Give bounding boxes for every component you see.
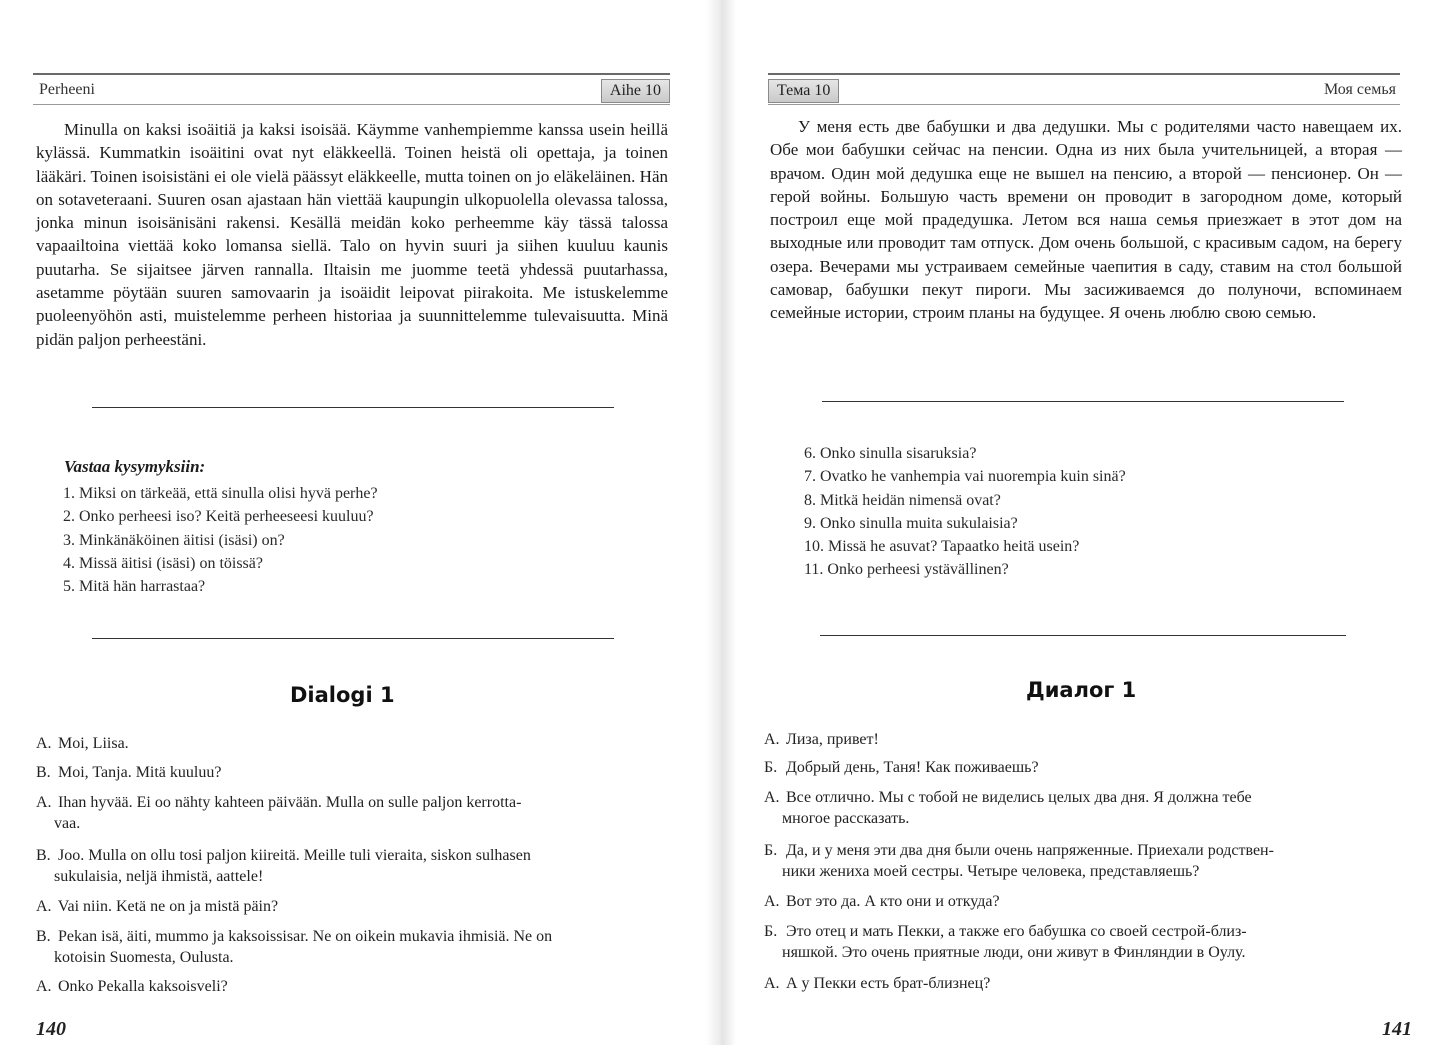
header-rule [33,73,670,75]
right-page [730,0,1442,1045]
list-item: 10. Missä he asuvat? Tapaatko heitä usein? [804,538,1080,556]
list-item: 3. Minkänäköinen äitisi (isäsi) on? [63,531,285,549]
page-number: 141 [1382,1018,1412,1040]
dialog-speaker: А. [764,893,780,910]
dialog-line [36,926,666,968]
dialog-line [764,973,1404,994]
list-item: 5. Mitä hän harrastaa? [63,578,206,596]
dialog-text: Да, и у меня эти два дня были очень напряженные. Приехали родствен- [786,842,1274,859]
dialog-speaker: A. [36,898,52,915]
left-topic-tag: Aihe 10 [601,79,670,103]
list-item: 8. Mitkä heidän nimensä ovat? [804,491,1001,509]
dialog-line [36,733,666,754]
dialog-speaker: Б. [764,842,778,859]
dialog-speaker: А. [764,789,780,806]
left-page [0,0,712,1045]
dialog-text: Это отец и мать Пекки, а также его бабушка со своей сестрой-близ- [786,923,1247,940]
dialog-line [36,845,666,887]
dialog-text-continued: sukulaisia, neljä ihmistä, aattele! [54,868,264,885]
dialog-text-continued: многое рассказать. [782,810,910,827]
dialog-line [36,762,666,783]
dialog-text: Добрый день, Таня! Как поживаешь? [786,759,1039,776]
left-main-paragraph: Minulla on kaksi isoäitiä ja kaksi isoisää. Käymme vanhempiemme kanssa usein heillä kylässä. Kummatkin isoäitini ovat nyt eläkkeellä. Toinen heistä oli opettaja, ja toinen lääkäri. Toinen isoisistäni ei ole vielä päässyt eläkkeelle, mutta toinen on jo eläkeläinen. Hän on sotaveteraani. Suuren osan ajastaan hän viettää kaupungin ulkopuolella olevassa talossa, jonka minun isoisänisäni rakensi. Kesällä meidän koko perheemme käy tässä talossa vapaailtoina viettää koko lomansa siellä. Talo on hyvin suuri ja siihen kuuluu kaunis puutarha. Se sijaitsee järven rannalla. Iltaisin me juomme teetä yhdessä puutarhassa, asetamme pöytään suuren samovaarin ja isoäidit leipovat piirakoita. Me istuskelemme puoleenyöhön asti, muistelemme perheen historiaa ja suunnittelemme tulevaisuutta. Minä pidän paljon perheestäni. [36,120,668,349]
dialog-line [36,976,666,997]
list-item: 7. Ovatko he vanhempia vai nuorempia kuin sinä? [804,468,1126,486]
right-topic-tag: Тема 10 [768,79,839,103]
dialog-text: Moi, Liisa. [58,735,129,752]
questions-title: Vastaa kysymyksiin: [64,457,206,476]
header-rule [768,73,1400,75]
dialog-text: А у Пекки есть брат-близнец? [786,975,991,992]
dialog-speaker: А. [764,975,780,992]
right-questions-list [804,442,1126,582]
dialog-speaker: B. [36,928,51,945]
dialog-text: Лиза, привет! [786,731,879,748]
dialog-speaker: A. [36,794,52,811]
dialog-speaker: A. [36,735,52,752]
separator-line [92,407,614,408]
list-item: 6. Onko sinulla sisaruksia? [804,445,977,462]
dialog-speaker: B. [36,847,51,864]
dialog-line [36,896,666,917]
header-rule-bottom [768,104,1400,105]
list-item: 4. Missä äitisi (isäsi) on töissä? [63,554,263,572]
dialog-speaker: Б. [764,759,778,776]
left-questions-list [63,482,378,598]
dialog-text: Вот это да. А кто они и откуда? [786,893,1000,910]
header-rule-bottom [33,104,670,105]
dialog-line [764,921,1404,963]
dialog-text: Onko Pekalla kaksoisveli? [58,978,228,995]
dialog-text-continued: vaa. [54,815,81,832]
list-item: 1. Miksi on tärkeää, että sinulla olisi hyvä perhe? [63,485,378,502]
dialog-speaker: B. [36,764,51,781]
right-dialog-title: Диалог 1 [1026,678,1137,702]
list-item: 9. Onko sinulla muita sukulaisia? [804,514,1018,532]
right-header-title: Моя семья [1323,81,1396,98]
dialog-line [764,840,1404,882]
left-header-title: Perheeni [39,81,95,98]
left-page-header [33,73,670,109]
dialog-text: Moi, Tanja. Mitä kuuluu? [58,764,222,781]
dialog-speaker: А. [764,731,780,748]
dialog-line [764,891,1404,912]
separator-line [822,401,1344,402]
left-dialog-title: Dialogi 1 [290,683,395,707]
right-main-paragraph: У меня есть две бабушки и два дедушки. Мы с родителями часто навещаем их. Обе мои бабушки сейчас на пенсии. Одна из них была учительницей, а вторая — врачом. Один мой дедушка еще не вышел на пенсию, а второй — пенсионер. Он — герой войны. Большую часть времени он проводит в загородном доме, который построил еще мой прадедушка. Летом вся наша семья приезжает в этот дом на выходные или проводит там отпуск. Дом очень большой, с красивым садом, на берегу озера. Вечерами мы устраиваем семейные чаепития в саду, ставим на стол большой самовар, бабушки пекут пироги. Мы засиживаемся до полуночи, вспоминаем семейные истории, строим планы на будущее. Я очень люблю свою семью. [770,117,1402,323]
dialog-text: Vai niin. Ketä ne on ja mistä päin? [57,898,279,915]
separator-line [820,635,1346,636]
dialog-line [36,792,666,834]
dialog-text: Все отлично. Мы с тобой не виделись целых два дня. Я должна тебе [786,789,1252,806]
right-page-header [768,73,1400,109]
dialog-text-continued: няшкой. Это очень приятные люди, они живут в Финляндии в Оулу. [782,944,1246,961]
dialog-speaker: A. [36,978,52,995]
dialog-text-continued: kotoisin Suomesta, Oulusta. [54,949,234,966]
page-number: 140 [36,1018,66,1040]
dialog-text: Pekan isä, äiti, mummo ja kaksoissisar. Ne on oikein mukavia ihmisiä. Ne on [58,928,553,945]
list-item: 11. Onko perheesi ystävällinen? [804,561,1009,579]
dialog-text: Joo. Mulla on ollu tosi paljon kiireitä. Meille tuli vieraita, siskon sulhasen [58,847,531,864]
dialog-speaker: Б. [764,923,778,940]
dialog-text-continued: ники жениха моей сестры. Четыре человека, представляешь? [782,863,1200,880]
list-item: 2. Onko perheesi iso? Keitä perheeseesi kuuluu? [63,508,374,526]
dialog-text: Ihan hyvää. Ei oo nähty kahteen päivään. Mulla on sulle paljon kerrotta- [58,794,522,811]
dialog-line [764,787,1404,829]
separator-line [92,638,614,639]
dialog-line [764,757,1404,778]
dialog-line [764,729,1404,750]
